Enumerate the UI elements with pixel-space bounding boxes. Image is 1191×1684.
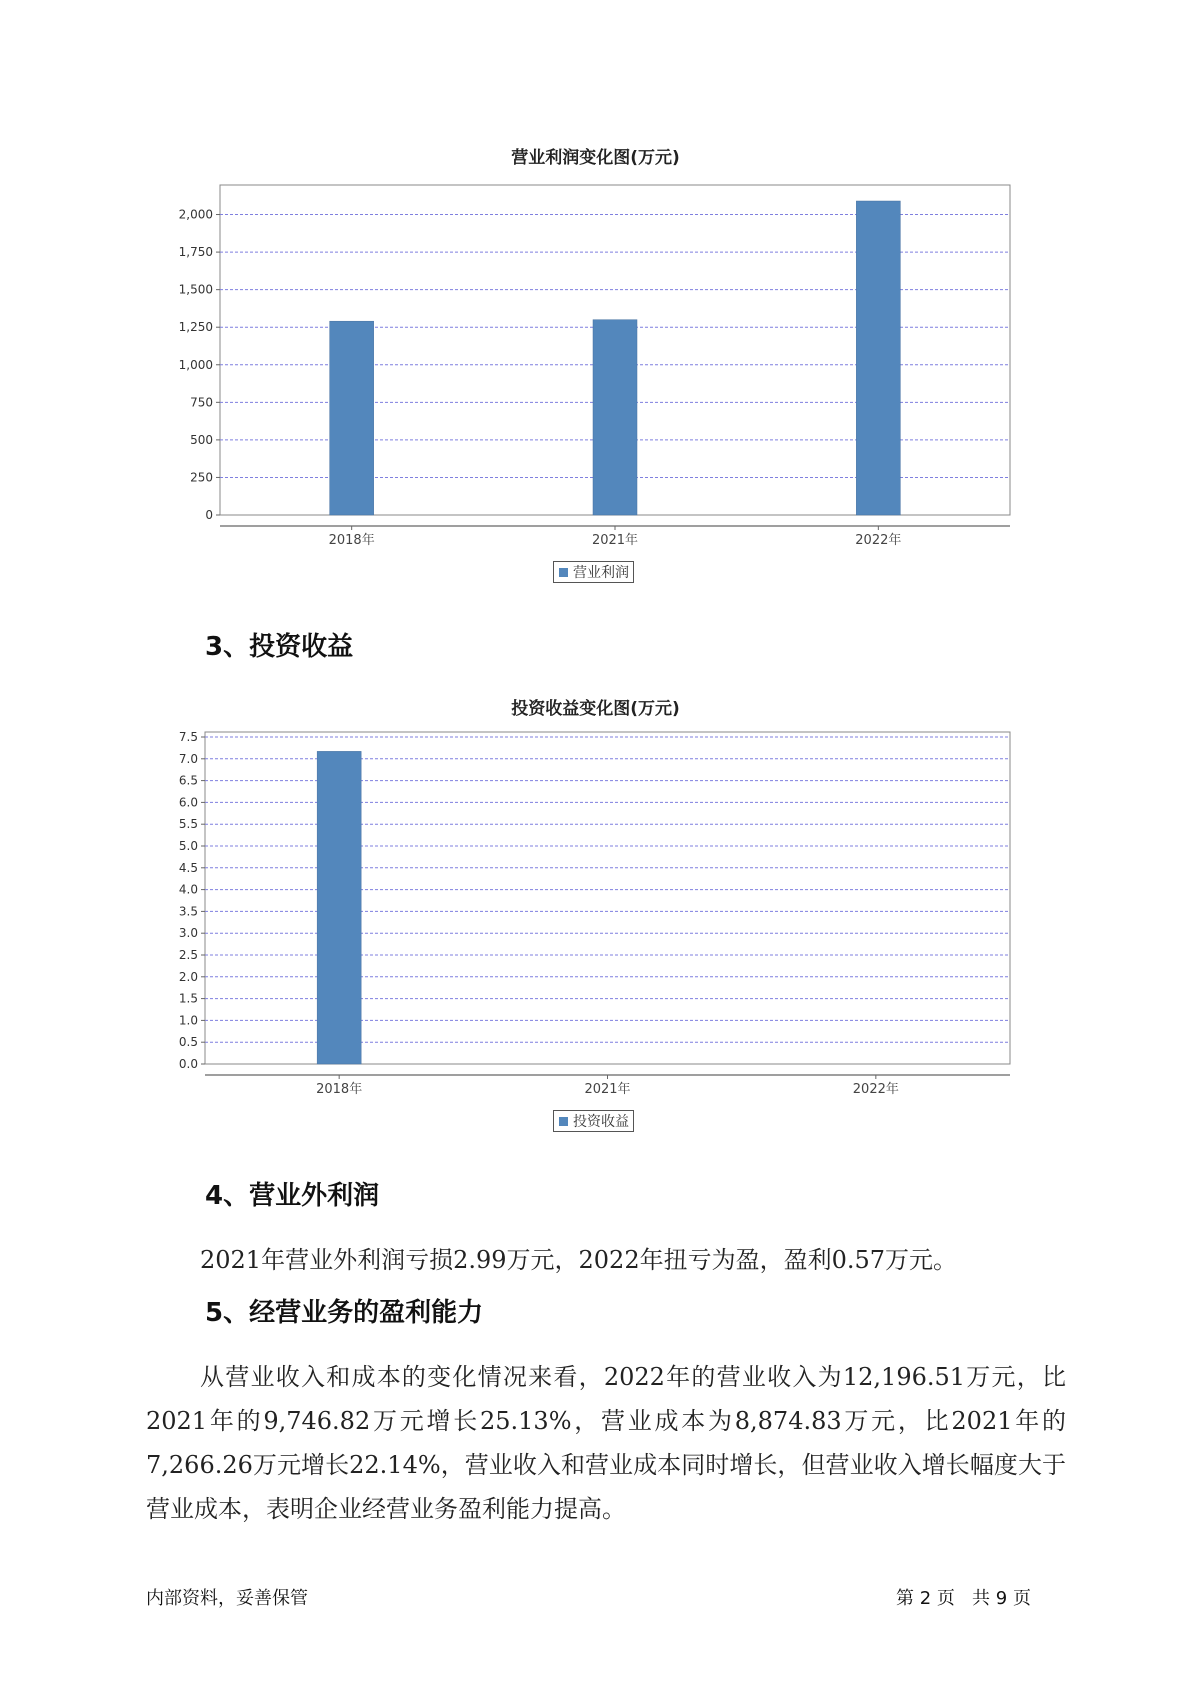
y-tick-label: 4.0 [178, 882, 198, 897]
y-tick-label: 7.5 [178, 730, 198, 744]
x-tick-label: 2021年 [591, 533, 639, 548]
y-tick-label: 3.0 [178, 926, 198, 941]
y-tick-label: 0.5 [178, 1035, 198, 1050]
x-tick-label: 2022年 [852, 1082, 899, 1097]
section-4-heading: 4、营业外利润 [205, 1181, 380, 1211]
y-tick-label: 500 [190, 432, 213, 447]
chart2-title: 投资收益变化图(万元) [511, 699, 680, 719]
section-3-heading: 3、投资收益 [205, 632, 354, 662]
y-tick-label: 2.0 [178, 969, 198, 984]
y-tick-label: 1,500 [178, 282, 213, 297]
y-tick-label: 250 [190, 470, 213, 485]
y-tick-label: 2.5 [178, 948, 198, 962]
y-tick-label: 0 [205, 508, 213, 522]
y-tick-label: 4.5 [178, 860, 198, 875]
y-tick-label: 750 [190, 395, 213, 410]
y-tick-label: 5.0 [178, 839, 198, 853]
section-5-heading: 5、经营业务的盈利能力 [205, 1298, 484, 1328]
footer-left: 内部资料，妥善保管 [146, 1588, 308, 1609]
x-tick-label: 2021年 [584, 1082, 631, 1097]
y-tick-label: 1,750 [178, 245, 213, 260]
y-tick-label: 6.5 [178, 773, 198, 788]
y-tick-label: 1.5 [178, 991, 198, 1006]
chart2-legend [553, 1110, 634, 1132]
x-tick-label: 2018年 [328, 533, 375, 548]
x-tick-label: 2018年 [316, 1082, 363, 1097]
x-tick-label: 2022年 [855, 533, 902, 548]
y-tick-label: 0.0 [178, 1057, 198, 1071]
chart1-legend-label: 营业利润 [573, 565, 629, 581]
y-tick-label: 1,250 [178, 320, 213, 335]
y-tick-label: 2,000 [178, 207, 213, 222]
y-tick-label: 6.0 [178, 795, 198, 810]
y-tick-label: 1,000 [178, 357, 213, 372]
footer-page-number: 第 2 页 共 9 页 [896, 1588, 1031, 1609]
bar-2018年 [317, 751, 361, 1064]
chart2-legend-label: 投资收益 [573, 1114, 629, 1130]
chart1-title: 营业利润变化图(万元) [511, 148, 680, 168]
y-tick-label: 5.5 [178, 817, 198, 832]
y-tick-label: 3.5 [178, 904, 198, 919]
y-tick-label: 1.0 [178, 1013, 198, 1028]
legend-swatch-icon [559, 1117, 568, 1126]
section-4-paragraph: 2021年营业外利润亏损2.99万元，2022年扭亏为盈，盈利0.57万元。 [200, 1246, 958, 1274]
y-tick-label: 7.0 [178, 751, 198, 766]
section-5-paragraph: 从营业收入和成本的变化情况来看，2022年的营业收入为12,196.51万元，比2021年的9,746.82万元增长25.13%，营业成本为8,874.83万元，比2021年的7,266.26万元增长22.14%，营业收入和营业成本同时增长，但营业收入增长幅度大于营业成本，表明企业经营业务盈利能力提高。 [146, 1363, 1066, 1523]
